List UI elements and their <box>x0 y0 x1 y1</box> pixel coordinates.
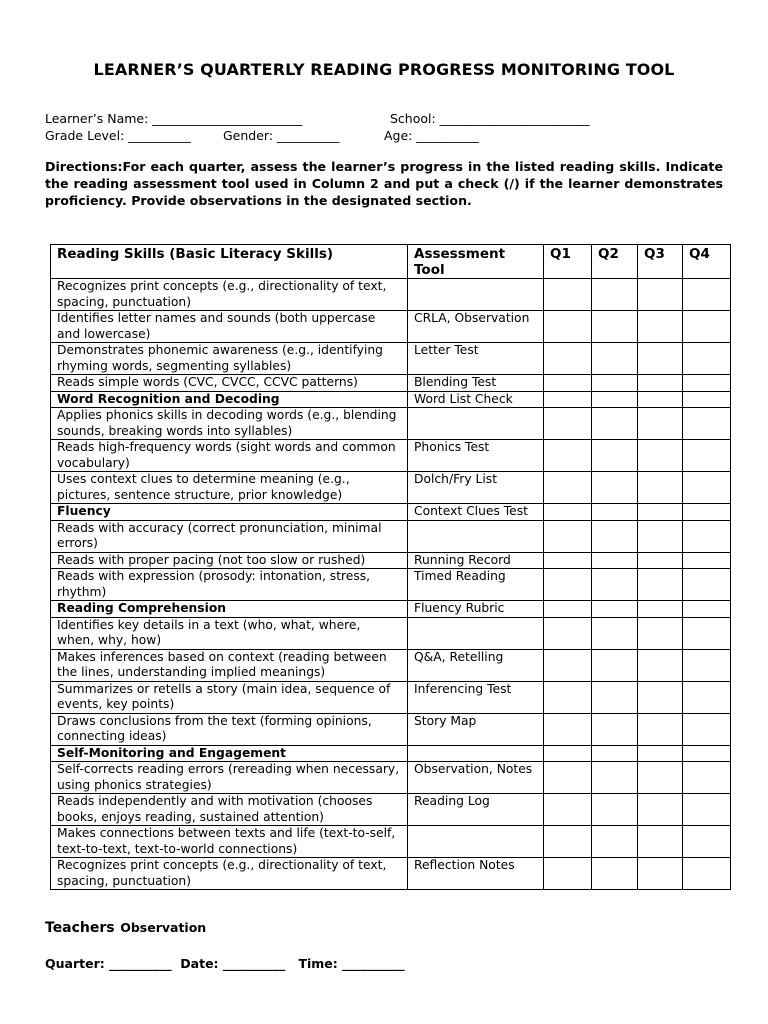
q3-check-cell[interactable] <box>638 794 683 826</box>
q1-check-cell[interactable] <box>544 681 592 713</box>
school-field[interactable]: School: ________________________ <box>390 111 590 126</box>
q2-check-cell[interactable] <box>592 520 638 552</box>
header-assessment-tool: Assessment Tool <box>408 245 544 279</box>
skill-cell: Summarizes or retells a story (main idea, sequence of events, key points) <box>51 681 408 713</box>
assessment-tool-cell[interactable]: Reading Log <box>408 794 544 826</box>
assessment-tool-cell[interactable]: Q&A, Retelling <box>408 649 544 681</box>
q2-check-cell[interactable] <box>592 552 638 569</box>
table-row <box>51 794 731 826</box>
header-q2: Q2 <box>592 245 638 279</box>
skill-cell: Identifies letter names and sounds (both uppercase and lowercase) <box>51 311 408 343</box>
q3-check-cell[interactable] <box>638 504 683 521</box>
q1-check-cell[interactable] <box>544 504 592 521</box>
q1-check-cell[interactable] <box>544 745 592 762</box>
header-reading-skills: Reading Skills (Basic Literacy Skills) <box>51 245 408 279</box>
assessment-tool-cell[interactable]: Timed Reading <box>408 569 544 601</box>
q4-check-cell[interactable] <box>683 858 731 890</box>
section-row <box>51 391 731 408</box>
q1-check-cell[interactable] <box>544 440 592 472</box>
q2-check-cell[interactable] <box>592 713 638 745</box>
q2-check-cell[interactable] <box>592 375 638 392</box>
q2-check-cell[interactable] <box>592 681 638 713</box>
skill-cell: Identifies key details in a text (who, what, where, when, why, how) <box>51 617 408 649</box>
q1-check-cell[interactable] <box>544 279 592 311</box>
assessment-tool-cell[interactable] <box>408 279 544 311</box>
q3-check-cell[interactable] <box>638 472 683 504</box>
table-row <box>51 858 731 890</box>
table-body <box>51 279 731 890</box>
section-row <box>51 504 731 521</box>
header-q3: Q3 <box>638 245 683 279</box>
q3-check-cell[interactable] <box>638 569 683 601</box>
q1-check-cell[interactable] <box>544 375 592 392</box>
table-row <box>51 472 731 504</box>
observation-label: Observation <box>120 920 207 935</box>
skill-cell: Reads independently and with motivation (chooses books, enjoys reading, sustained attention) <box>51 794 408 826</box>
q4-check-cell[interactable] <box>683 617 731 649</box>
skill-cell: Applies phonics skills in decoding words (e.g., blending sounds, breaking words into syllables) <box>51 408 408 440</box>
section-heading: Word Recognition and Decoding <box>51 391 408 408</box>
assessment-tool-cell[interactable]: Word List Check <box>408 391 544 408</box>
assessment-tool-cell[interactable] <box>408 826 544 858</box>
q1-check-cell[interactable] <box>544 391 592 408</box>
q2-check-cell[interactable] <box>592 745 638 762</box>
assessment-tool-cell[interactable]: Context Clues Test <box>408 504 544 521</box>
skill-cell: Uses context clues to determine meaning (e.g., pictures, sentence structure, prior knowledge) <box>51 472 408 504</box>
table-row <box>51 826 731 858</box>
skill-cell: Reads with proper pacing (not too slow or rushed) <box>51 552 408 569</box>
learner-name-field[interactable]: Learner’s Name: ________________________ <box>45 111 303 126</box>
q3-check-cell[interactable] <box>638 375 683 392</box>
q1-check-cell[interactable] <box>544 408 592 440</box>
q3-check-cell[interactable] <box>638 343 683 375</box>
section-row <box>51 745 731 762</box>
q3-check-cell[interactable] <box>638 552 683 569</box>
skill-cell: Reads with accuracy (correct pronunciation, minimal errors) <box>51 520 408 552</box>
q3-check-cell[interactable] <box>638 745 683 762</box>
q1-check-cell[interactable] <box>544 617 592 649</box>
assessment-tool-cell[interactable]: Inferencing Test <box>408 681 544 713</box>
gender-field[interactable]: Gender: __________ <box>223 128 340 143</box>
q4-check-cell[interactable] <box>683 552 731 569</box>
table-row <box>51 762 731 794</box>
q1-check-cell[interactable] <box>544 649 592 681</box>
q3-check-cell[interactable] <box>638 858 683 890</box>
q4-check-cell[interactable] <box>683 794 731 826</box>
q1-check-cell[interactable] <box>544 343 592 375</box>
q1-check-cell[interactable] <box>544 472 592 504</box>
q3-check-cell[interactable] <box>638 311 683 343</box>
table-row <box>51 681 731 713</box>
q3-check-cell[interactable] <box>638 681 683 713</box>
q3-check-cell[interactable] <box>638 826 683 858</box>
skill-cell: Recognizes print concepts (e.g., directionality of text, spacing, punctuation) <box>51 279 408 311</box>
q3-check-cell[interactable] <box>638 601 683 618</box>
table-row <box>51 552 731 569</box>
q2-check-cell[interactable] <box>592 762 638 794</box>
q3-check-cell[interactable] <box>638 617 683 649</box>
table-row <box>51 617 731 649</box>
q3-check-cell[interactable] <box>638 762 683 794</box>
q2-check-cell[interactable] <box>592 794 638 826</box>
q1-check-cell[interactable] <box>544 762 592 794</box>
q4-check-cell[interactable] <box>683 826 731 858</box>
q4-check-cell[interactable] <box>683 745 731 762</box>
q4-check-cell[interactable] <box>683 762 731 794</box>
q1-check-cell[interactable] <box>544 826 592 858</box>
q1-check-cell[interactable] <box>544 601 592 618</box>
q4-check-cell[interactable] <box>683 601 731 618</box>
skill-cell: Draws conclusions from the text (forming opinions, connecting ideas) <box>51 713 408 745</box>
header-q1: Q1 <box>544 245 592 279</box>
q4-check-cell[interactable] <box>683 681 731 713</box>
skill-cell: Reads simple words (CVC, CVCC, CCVC patterns) <box>51 375 408 392</box>
assessment-tool-cell[interactable] <box>408 408 544 440</box>
q4-check-cell[interactable] <box>683 569 731 601</box>
assessment-tool-cell[interactable]: Letter Test <box>408 343 544 375</box>
table-row <box>51 440 731 472</box>
q2-check-cell[interactable] <box>592 504 638 521</box>
skill-cell: Reads high-frequency words (sight words and common vocabulary) <box>51 440 408 472</box>
q4-check-cell[interactable] <box>683 520 731 552</box>
table-row <box>51 375 731 392</box>
q1-check-cell[interactable] <box>544 858 592 890</box>
q1-check-cell[interactable] <box>544 520 592 552</box>
section-row <box>51 601 731 618</box>
q3-check-cell[interactable] <box>638 391 683 408</box>
skill-cell: Demonstrates phonemic awareness (e.g., identifying rhyming words, segmenting syllables) <box>51 343 408 375</box>
assessment-tool-cell[interactable]: Running Record <box>408 552 544 569</box>
assessment-tool-cell[interactable] <box>408 520 544 552</box>
q1-check-cell[interactable] <box>544 794 592 826</box>
q3-check-cell[interactable] <box>638 649 683 681</box>
table-row <box>51 713 731 745</box>
q4-check-cell[interactable] <box>683 408 731 440</box>
section-heading: Fluency <box>51 504 408 521</box>
q4-check-cell[interactable] <box>683 391 731 408</box>
q4-check-cell[interactable] <box>683 504 731 521</box>
q4-check-cell[interactable] <box>683 713 731 745</box>
directions-text: Directions:For each quarter, assess the learner’s progress in the listed reading skills. Indicate the reading assessment tool used in Column 2 and put a check (/) if the learner demonstrates proficiency. Provide observations in the designated section. <box>45 159 723 208</box>
q1-check-cell[interactable] <box>544 552 592 569</box>
q2-check-cell[interactable] <box>592 649 638 681</box>
q2-check-cell[interactable] <box>592 858 638 890</box>
q2-check-cell[interactable] <box>592 408 638 440</box>
q3-check-cell[interactable] <box>638 408 683 440</box>
table-header-row <box>51 245 731 279</box>
q1-check-cell[interactable] <box>544 311 592 343</box>
q2-check-cell[interactable] <box>592 601 638 618</box>
q4-check-cell[interactable] <box>683 343 731 375</box>
table-row <box>51 279 731 311</box>
q2-check-cell[interactable] <box>592 472 638 504</box>
q4-check-cell[interactable] <box>683 472 731 504</box>
q3-check-cell[interactable] <box>638 713 683 745</box>
assessment-tool-cell[interactable]: Dolch/Fry List <box>408 472 544 504</box>
table-row <box>51 569 731 601</box>
q3-check-cell[interactable] <box>638 279 683 311</box>
teachers-observation-label <box>45 917 206 936</box>
assessment-tool-cell[interactable]: Observation, Notes <box>408 762 544 794</box>
q2-check-cell[interactable] <box>592 391 638 408</box>
q1-check-cell[interactable] <box>544 569 592 601</box>
assessment-tool-cell[interactable] <box>408 617 544 649</box>
skill-cell: Makes inferences based on context (reading between the lines, understanding implied meanings) <box>51 649 408 681</box>
table-row <box>51 408 731 440</box>
grade-level-field[interactable]: Grade Level: __________ <box>45 128 191 143</box>
q2-check-cell[interactable] <box>592 617 638 649</box>
assessment-tool-cell[interactable]: CRLA, Observation <box>408 311 544 343</box>
assessment-tool-cell[interactable]: Phonics Test <box>408 440 544 472</box>
q2-check-cell[interactable] <box>592 569 638 601</box>
skill-cell: Recognizes print concepts (e.g., directionality of text, spacing, punctuation) <box>51 858 408 890</box>
q2-check-cell[interactable] <box>592 343 638 375</box>
q3-check-cell[interactable] <box>638 520 683 552</box>
assessment-tool-cell[interactable]: Reflection Notes <box>408 858 544 890</box>
q4-check-cell[interactable] <box>683 375 731 392</box>
section-heading: Self-Monitoring and Engagement <box>51 745 408 762</box>
assessment-tool-cell[interactable] <box>408 745 544 762</box>
skill-cell: Makes connections between texts and life (text-to-self, text-to-text, text-to-world connections) <box>51 826 408 858</box>
q2-check-cell[interactable] <box>592 279 638 311</box>
q2-check-cell[interactable] <box>592 826 638 858</box>
assessment-tool-cell[interactable]: Story Map <box>408 713 544 745</box>
progress-table <box>50 244 731 890</box>
q2-check-cell[interactable] <box>592 311 638 343</box>
table-row <box>51 343 731 375</box>
assessment-tool-cell[interactable]: Fluency Rubric <box>408 601 544 618</box>
q4-check-cell[interactable] <box>683 440 731 472</box>
table-row <box>51 520 731 552</box>
q4-check-cell[interactable] <box>683 311 731 343</box>
table-row <box>51 311 731 343</box>
header-q4: Q4 <box>683 245 731 279</box>
skill-cell: Reads with expression (prosody: intonation, stress, rhythm) <box>51 569 408 601</box>
page-title: LEARNER’S QUARTERLY READING PROGRESS MONITORING TOOL <box>93 60 675 79</box>
age-field[interactable]: Age: __________ <box>384 128 479 143</box>
q1-check-cell[interactable] <box>544 713 592 745</box>
section-heading: Reading Comprehension <box>51 601 408 618</box>
q4-check-cell[interactable] <box>683 649 731 681</box>
teachers-label: Teachers <box>45 920 115 936</box>
assessment-tool-cell[interactable]: Blending Test <box>408 375 544 392</box>
q4-check-cell[interactable] <box>683 279 731 311</box>
q3-check-cell[interactable] <box>638 440 683 472</box>
skill-cell: Self-corrects reading errors (rereading when necessary, using phonics strategies) <box>51 762 408 794</box>
quarter-date-time-fields[interactable]: Quarter: __________ Date: __________ Time: __________ <box>45 956 405 971</box>
q2-check-cell[interactable] <box>592 440 638 472</box>
table-row <box>51 649 731 681</box>
